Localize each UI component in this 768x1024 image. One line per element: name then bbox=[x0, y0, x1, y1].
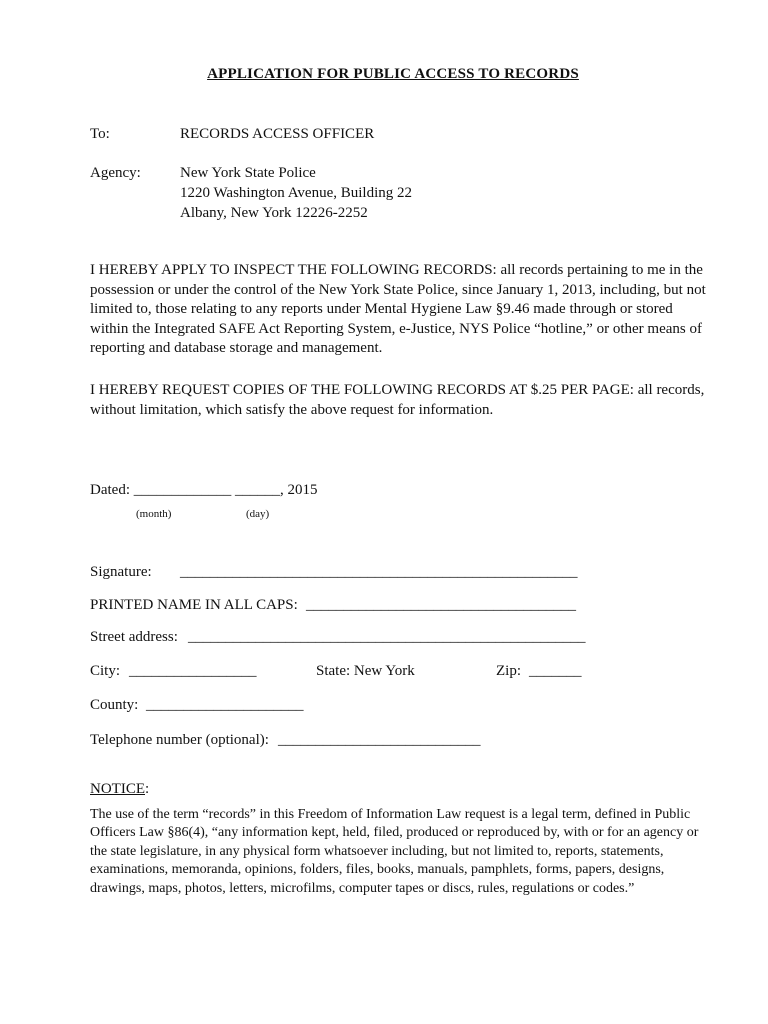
street-address-line: _____________________________________________________ bbox=[188, 629, 586, 645]
city-line: _________________ bbox=[129, 663, 257, 679]
street-address-label: Street address: bbox=[90, 629, 178, 645]
day-caption: (day) bbox=[246, 508, 270, 520]
notice-heading-colon: : bbox=[145, 781, 150, 797]
agency-city: Albany, New York 12226-2252 bbox=[180, 205, 368, 221]
county-line: _____________________ bbox=[146, 697, 304, 713]
city-label: City: bbox=[90, 663, 121, 679]
telephone-line: ___________________________ bbox=[278, 732, 481, 748]
inspect-request-paragraph: I HEREBY APPLY TO INSPECT THE FOLLOWING RECORDS: all records pertaining to me in the possession or under the control of the New York State Police, since January 1, 2013, including, but not limited to, those relating to any reports under Mental Hygiene Law §9.46 made through or stored within the Integrated SAFE Act Reporting System, e-Justice, NYS Police “hotline,” or other means of reporting and database storage and management. bbox=[90, 262, 706, 356]
document-title: APPLICATION FOR PUBLIC ACCESS TO RECORDS bbox=[207, 66, 579, 82]
notice-heading-text: NOTICE bbox=[90, 781, 145, 797]
copies-request-paragraph: I HEREBY REQUEST COPIES OF THE FOLLOWING RECORDS AT $.25 PER PAGE: all records, without limitation, which satisfy the above request for information. bbox=[90, 382, 705, 418]
state-field: State: New York bbox=[316, 663, 415, 679]
signature-label: Signature: bbox=[90, 564, 152, 580]
agency-name: New York State Police bbox=[180, 165, 316, 181]
to-value: RECORDS ACCESS OFFICER bbox=[180, 126, 375, 142]
agency-label: Agency: bbox=[90, 165, 141, 181]
zip-label: Zip: bbox=[496, 663, 521, 679]
telephone-label: Telephone number (optional): bbox=[90, 732, 269, 748]
signature-line: _____________________________________________________ bbox=[180, 564, 578, 580]
dated-field: Dated: _____________ ______, 2015 bbox=[90, 482, 318, 498]
county-label: County: bbox=[90, 697, 139, 713]
month-caption: (month) bbox=[136, 508, 172, 520]
printed-name-line: ____________________________________ bbox=[306, 597, 576, 613]
notice-heading bbox=[90, 780, 149, 799]
agency-street: 1220 Washington Avenue, Building 22 bbox=[180, 185, 412, 201]
printed-name-label: PRINTED NAME IN ALL CAPS: bbox=[90, 597, 298, 613]
notice-text: The use of the term “records” in this Freedom of Information Law request is a legal term, defined in Public Officers Law §86(4), “any information kept, held, filed, produced or reproduced by, with or for an agency or the state legislature, in any physical form whatsoever including, but not limited to, reports, statements, examinations, memoranda, opinions, folders, files, books, manuals, pamphlets, forms, papers, designs, drawings, maps, photos, letters, microfilms, computer tapes or discs, rules, regulations or codes.” bbox=[90, 807, 699, 896]
zip-line: _______ bbox=[529, 663, 582, 679]
to-label: To: bbox=[90, 126, 110, 142]
